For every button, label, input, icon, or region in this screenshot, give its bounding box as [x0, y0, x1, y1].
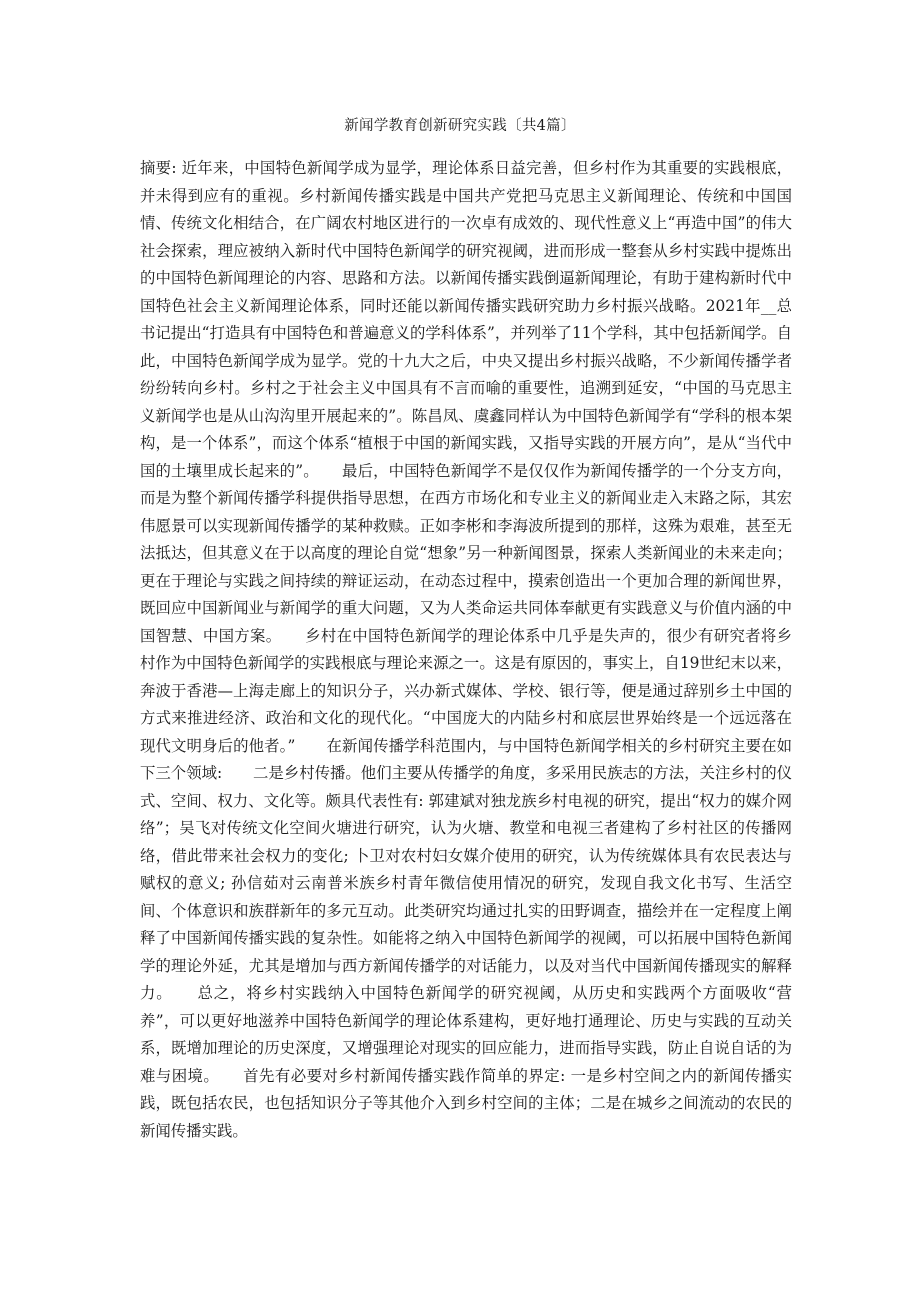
document-title: 新闻学教育创新研究实践〔共4篇〕: [344, 118, 576, 134]
document-body-paragraph: 摘要: 近年来，中国特色新闻学成为显学，理论体系日益完善，但乡村作为其重要的实践根底，并未得到应有的重视。乡村新闻传播实践是中国共产党把马克思主义新闻理论、传统和中国国情、传统文化相结合，在广阔农村地区进行的一次卓有成效的、现代性意义上“再造中国”的伟大社会探索，理应被纳入新时代中国特色新闻学的研究视阈，进而形成一整套从乡村实践中提炼出的中国特色新闻理论的内容、思路和方法。以新闻传播实践倒逼新闻理论，有助于建构新时代中国特色社会主义新闻理论体系，同时还能以新闻传播实践研究助力乡村振兴战略。2021年__总书记提出“打造具有中国特色和普遍意义的学科体系”，并列举了11个学科，其中包括新闻学。自此，中国特色新闻学成为显学。党的十九大之后，中央又提出乡村振兴战略，不少新闻传播学者纷纷转向乡村。乡村之于社会主义中国具有不言而喻的重要性，追溯到延安，“中国的马克思主义新闻学也是从山沟沟里开展起来的”。陈昌凤、虞鑫同样认为中国特色新闻学有“学科的根本架构，是一个体系”，而这个体系“植根于中国的新闻实践，又指导实践的开展方向”，是从“当代中国的土壤里成长起来的”。 最后，中国特色新闻学不是仅仅作为新闻传播学的一个分支方向，而是为整个新闻传播学科提供指导思想，在西方市场化和专业主义的新闻业走入末路之际，其宏伟愿景可以实现新闻传播学的某种救赎。正如李彬和李海波所提到的那样，这殊为艰难，甚至无法抵达，但其意义在于以高度的理论自觉“想象”另一种新闻图景，探索人类新闻业的未来走向；更在于理论与实践之间持续的辩证运动，在动态过程中，摸索创造出一个更加合理的新闻世界，既回应中国新闻业与新闻学的重大问题，又为人类命运共同体奉献更有实践意义与价值内涵的中国智慧、中国方案。 乡村在中国特色新闻学的理论体系中几乎是失声的，很少有研究者将乡村作为中国特色新闻学的实践根底与理论来源之一。这是有原因的，事实上，自19世纪末以来，奔波于香港—上海走廊上的知识分子，兴办新式媒体、学校、银行等，便是通过辞别乡土中国的方式来推进经济、政治和文化的现代化。“中国庞大的内陆乡村和底层世界始终是一个远远落在现代文明身后的他者。” 在新闻传播学科范围内，与中国特色新闻学相关的乡村研究主要在如下三个领域: 二是乡村传播。他们主要从传播学的角度，多采用民族志的方法，关注乡村的仪式、空间、权力、文化等。颇具代表性有: 郭建斌对独龙族乡村电视的研究，提出“权力的媒介网络”；吴飞对传统文化空间火塘进行研究，认为火塘、教堂和电视三者建构了乡村社区的传播网络，借此带来社会权力的变化; 卜卫对农村妇女媒介使用的研究，认为传统媒体具有农民表达与赋权的意义; 孙信茹对云南普米族乡村青年微信使用情况的研究，发现自我文化书写、生活空间、个体意识和族群新年的多元互动。此类研究均通过扎实的田野调查，描绘并在一定程度上阐释了中国新闻传播实践的复杂性。如能将之纳入中国特色新闻学的视阈，可以拓展中国特色新闻学的理论外延，尤其是增加与西方新闻传播学的对话能力，以及对当代中国新闻传播现实的解释力。 总之，将乡村实践纳入中国特色新闻学的研究视阈，从历史和实践两个方面吸收“营养”，可以更好地滋养中国特色新闻学的理论体系建构，更好地打通理论、历史与实践的互动关系，既增加理论的历史深度，又增强理论对现实的回应能力，进而指导实践，防止自说自话的为难与困境。 首先有必要对乡村新闻传播实践作简单的界定: 一是乡村空间之内的新闻传播实践，既包括农民，也包括知识分子等其他介入到乡村空间的主体；二是在城乡之间流动的农民的新闻传播实践。: [140, 159, 792, 1140]
